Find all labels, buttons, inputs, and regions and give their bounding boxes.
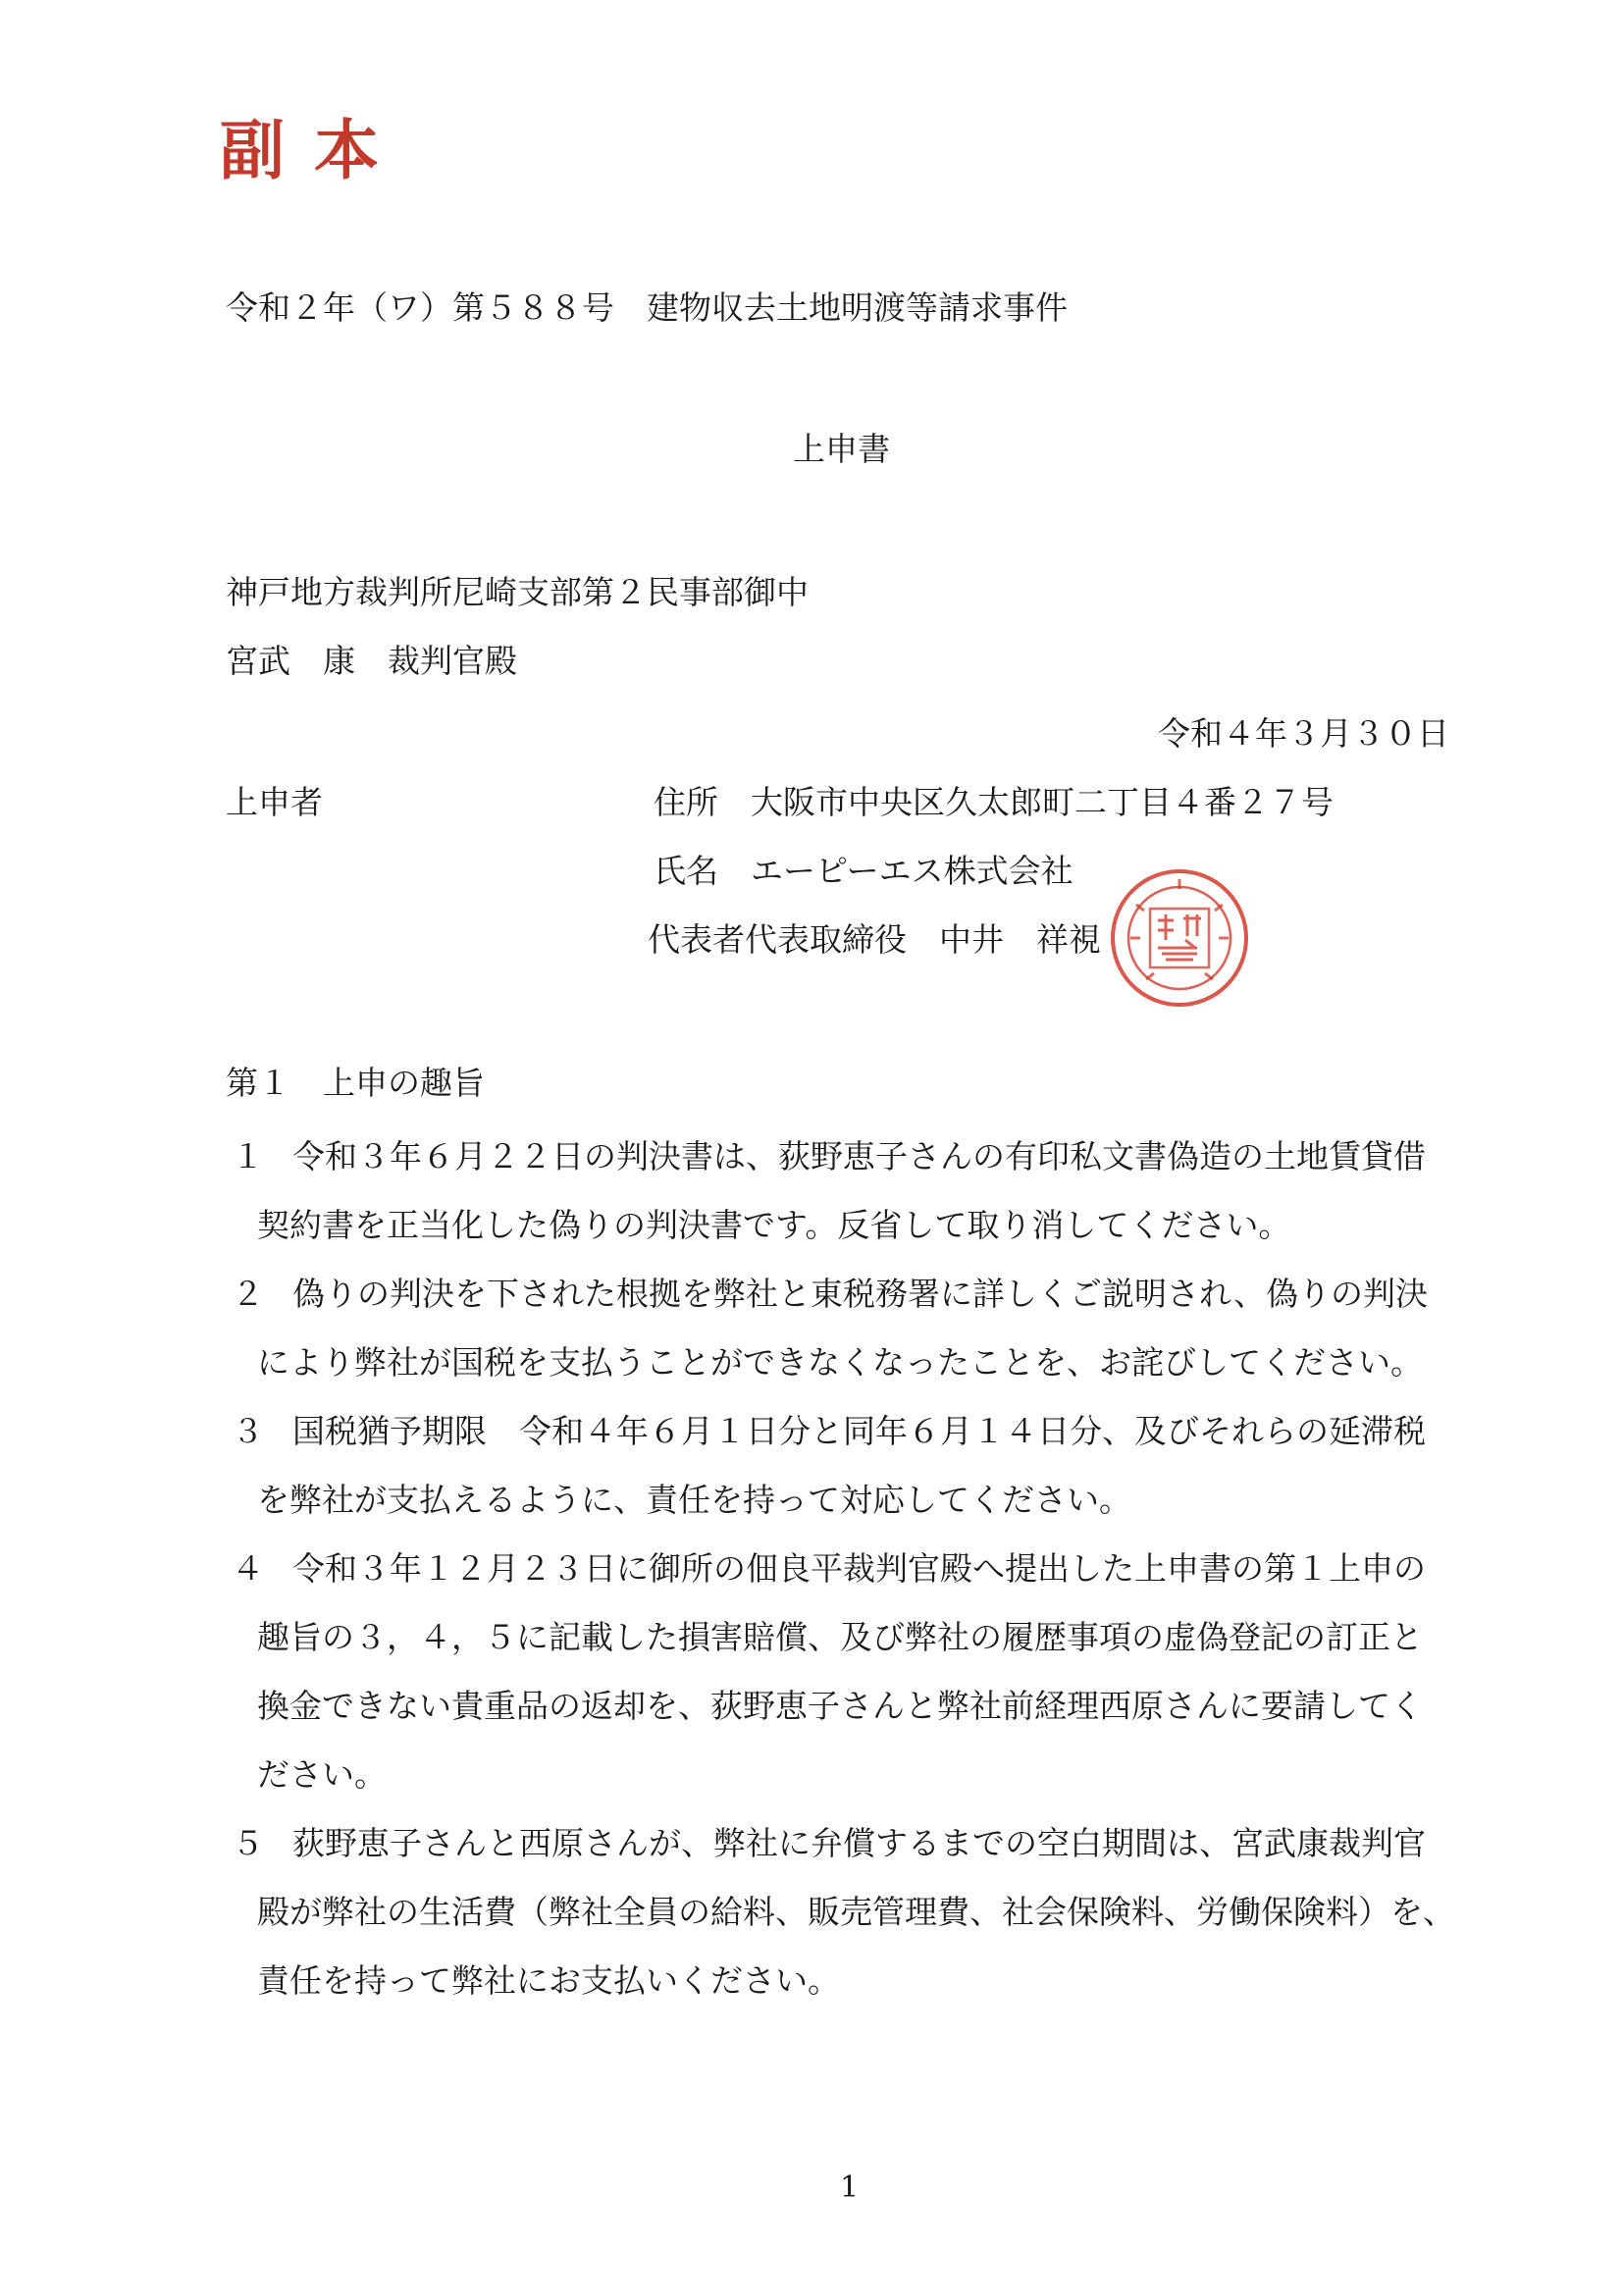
list-item [226,1535,1462,1809]
list-item-text-line: ださい。 [257,1755,387,1794]
applicant-company: 氏名 エーピーエス株式会社 [654,852,1073,890]
court-addressee: 神戸地方裁判所尼崎支部第２民事部御中 [226,573,809,611]
list-item-text-line: 趣旨の３，４，５に記載した損害賠償、及び弊社の履歴事項の虚偽登記の訂正と [257,1618,1423,1656]
section-heading: 第１ 上申の趣旨 [226,1064,485,1102]
applicant-label: 上申者 [226,783,323,821]
list-item-text-line: により弊社が国税を支払うことができなくなったことを、お詫びしてください。 [257,1343,1423,1382]
list-item-text-line: 荻野恵子さんと西原さんが、弊社に弁償するまでの空白期間は、宮武康裁判官 [292,1824,1426,1862]
page-number: 1 [840,2170,860,2205]
list-item-text-line: 殿が弊社の生活費（弊社全員の給料、販売管理費、社会保険料、労働保険料）を、 [257,1893,1455,1931]
judge-addressee: 宮武 康 裁判官殿 [226,642,517,680]
list-item-text-line: 令和３年６月２２日の判決書は、荻野恵子さんの有印私文書偽造の土地賃貸借 [292,1137,1426,1175]
list-item-number: ２ [232,1275,264,1313]
list-item-text-line: 令和３年１２月２３日に御所の佃良平裁判官殿へ提出した上申書の第１上申の [292,1549,1426,1588]
list-item-number: ４ [232,1549,264,1588]
list-item [226,1397,1462,1535]
list-item-text-line: 国税猶予期限 令和４年６月１日分と同年６月１４日分、及びそれらの延滞税 [292,1412,1426,1450]
document-date: 令和４年３月３０日 [1158,714,1449,753]
list-item-text-line: を弊社が支払えるように、責任を持って対応してください。 [257,1481,1131,1519]
list-item [226,1809,1462,2015]
list-item-number: ５ [232,1824,264,1862]
list-item-number: １ [232,1137,264,1175]
applicant-representative: 代表者代表取締役 中井 祥視 [648,920,1101,959]
applicant-address: 住所 大阪市中央区久太郎町二丁目４番２７号 [654,783,1334,821]
list-item [226,1122,1462,1260]
document-title: 上申書 [793,430,890,468]
list-item [226,1260,1462,1397]
list-item-text-line: 責任を持って弊社にお支払いください。 [257,1961,840,2000]
list-item-number: ３ [232,1412,264,1450]
list-item-text-line: 契約書を正当化した偽りの判決書です。反省して取り消してください。 [257,1206,1291,1244]
request-items-list [226,1122,1462,2015]
copy-stamp-label: 副本 [220,112,408,188]
list-item-text-line: 偽りの判決を下された根拠を弊社と東税務署に詳しくご説明され、偽りの判決 [292,1275,1428,1313]
case-number-line: 令和２年（ワ）第５８８号 建物収去土地明渡等請求事件 [226,288,1068,327]
list-item-text-line: 換金できない貴重品の返却を、荻野恵子さんと弊社前経理西原さんに要請してく [257,1687,1423,1725]
company-seal-icon [1107,865,1252,1011]
